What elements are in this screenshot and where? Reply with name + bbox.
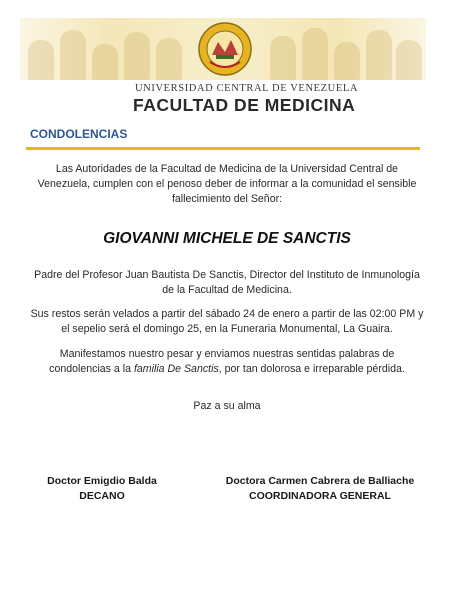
intro-paragraph: Las Autoridades de la Facultad de Medicina de la Universidad Central de Venezuela, cumplen con el penoso deber de informar a la comunidad el sensible fallecimiento del Señor: [37,163,417,205]
signatory-title: DECANO [79,490,125,502]
condolence-text-after: , por tan dolorosa e irreparable pérdida. [218,363,405,375]
signature-coordinator [218,474,422,504]
divider [26,147,420,150]
university-seal-logo [198,22,252,76]
relation-paragraph: Padre del Profesor Juan Bautista De Sanctis, Director del Instituto de Inmunología de la Facultad de Medicina. [34,269,420,296]
family-name: familia De Sanctis [133,363,219,375]
condolence-paragraph [30,347,424,377]
faculty-name: FACULTAD DE MEDICINA [133,95,356,115]
signatory-title: COORDINADORA GENERAL [249,490,391,502]
signatory-name: Doctor Emigdio Balda [47,475,157,487]
deceased-name: GIOVANNI MICHELE DE SANCTIS [103,230,351,247]
arrangements-paragraph: Sus restos serán velados a partir del sábado 24 de enero a partir de las 02:00 PM y el sepelio será el domingo 25, en la Funeraria Monumental, La Guaira. [30,308,424,335]
university-name: UNIVERSIDAD CENTRAL DE VENEZUELA [135,83,359,94]
signatory-name: Doctora Carmen Cabrera de Balliache [225,475,415,487]
signature-dean [42,474,162,504]
closing-line: Paz a su alma [193,400,261,412]
condolence-text-before: Manifestamos nuestro pesar y enviamos nuestras sentidas palabras de condolencias a la [49,348,395,375]
section-title: CONDOLENCIAS [30,127,128,141]
